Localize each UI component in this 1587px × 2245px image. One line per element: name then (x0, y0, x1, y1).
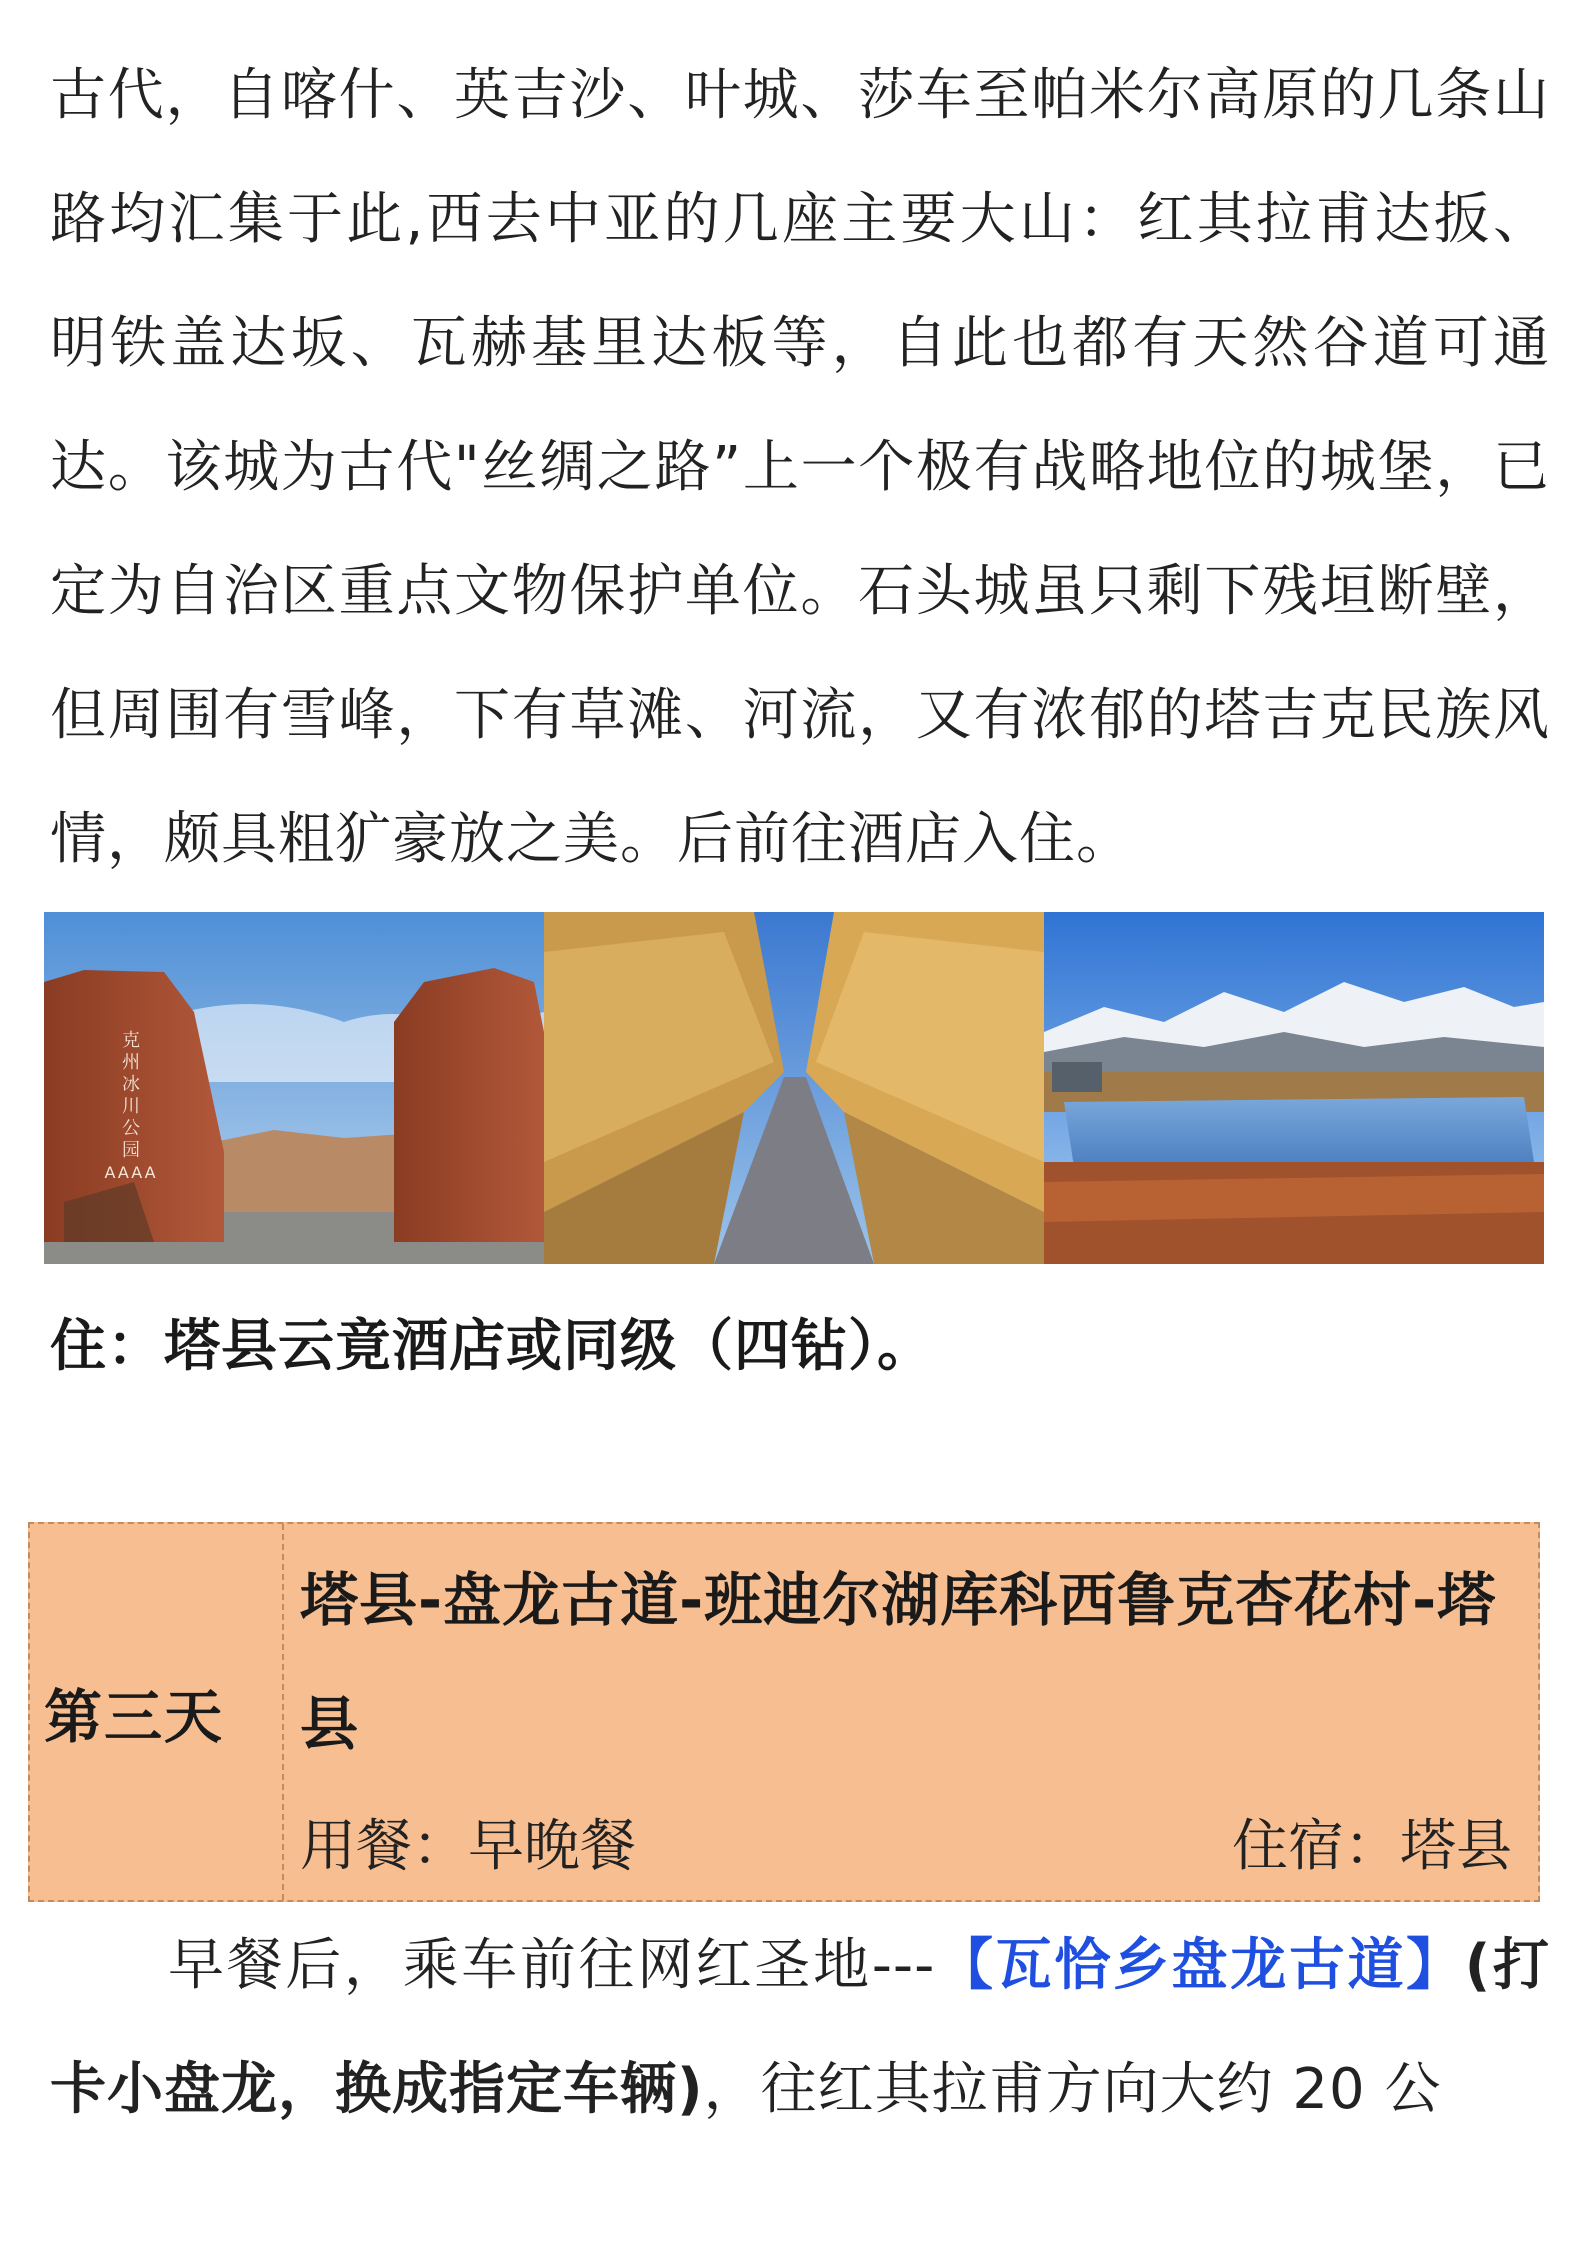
gate-sign-char: 冰 (122, 1074, 140, 1095)
day3-lead-text: 早餐后，乘车前往网红圣地--- (168, 1933, 936, 1998)
lodging-info: 住宿：塔县 (1232, 1814, 1512, 1879)
meals-info: 用餐：早晚餐 (300, 1814, 636, 1879)
panlong-road-highlight: 【瓦恰乡盘龙古道】 (935, 1933, 1465, 1998)
gate-sign-rating: AAAA (104, 1163, 158, 1182)
vehicle-note: (打卡小盘龙，换成指定车辆) (50, 1933, 1551, 2122)
day-label: 第三天 (30, 1524, 284, 1900)
snow-mountain-lake-photo (1044, 912, 1544, 1264)
gate-sign (96, 1030, 166, 1184)
photo-strip (44, 912, 1544, 1264)
day3-itinerary-table (28, 1522, 1540, 1902)
gate-sign-char: 公 (122, 1118, 140, 1139)
route-title: 塔县-盘龙古道-班迪尔湖库科西鲁克杏花村-塔县 (300, 1566, 1497, 1758)
poplar-avenue-photo (544, 912, 1044, 1264)
intro-paragraph: 古代，自喀什、英吉沙、叶城、莎车至帕米尔高原的几条山路均汇集于此,西去中亚的几座主要大山：红其拉甫达扳、明铁盖达坂、瓦赫基里达板等，自此也都有天然谷道可通达。该城为古代"丝绸之路”上一个极有战略地位的城堡，已定为自治区重点文物保护单位。石头城虽只剩下残垣断壁，但周围有雪峰，下有草滩、河流，又有浓郁的塔吉克民族风情，颇具粗犷豪放之美。后前往酒店入住。 (50, 63, 1550, 872)
gate-sign-char: 克 (122, 1030, 140, 1051)
day3-paragraph (50, 1904, 1550, 2152)
gate-sign-char: 园 (122, 1140, 140, 1161)
gate-sign-char: 川 (122, 1096, 140, 1117)
gate-sign-char: 州 (122, 1052, 140, 1073)
day3-rest-text: ，往红其拉甫方向大约 20 公 (703, 2057, 1442, 2122)
hotel-stay-line: 住：塔县云竟酒店或同级（四钻）。 (50, 1314, 934, 1379)
glacier-park-gate-photo (44, 912, 544, 1264)
